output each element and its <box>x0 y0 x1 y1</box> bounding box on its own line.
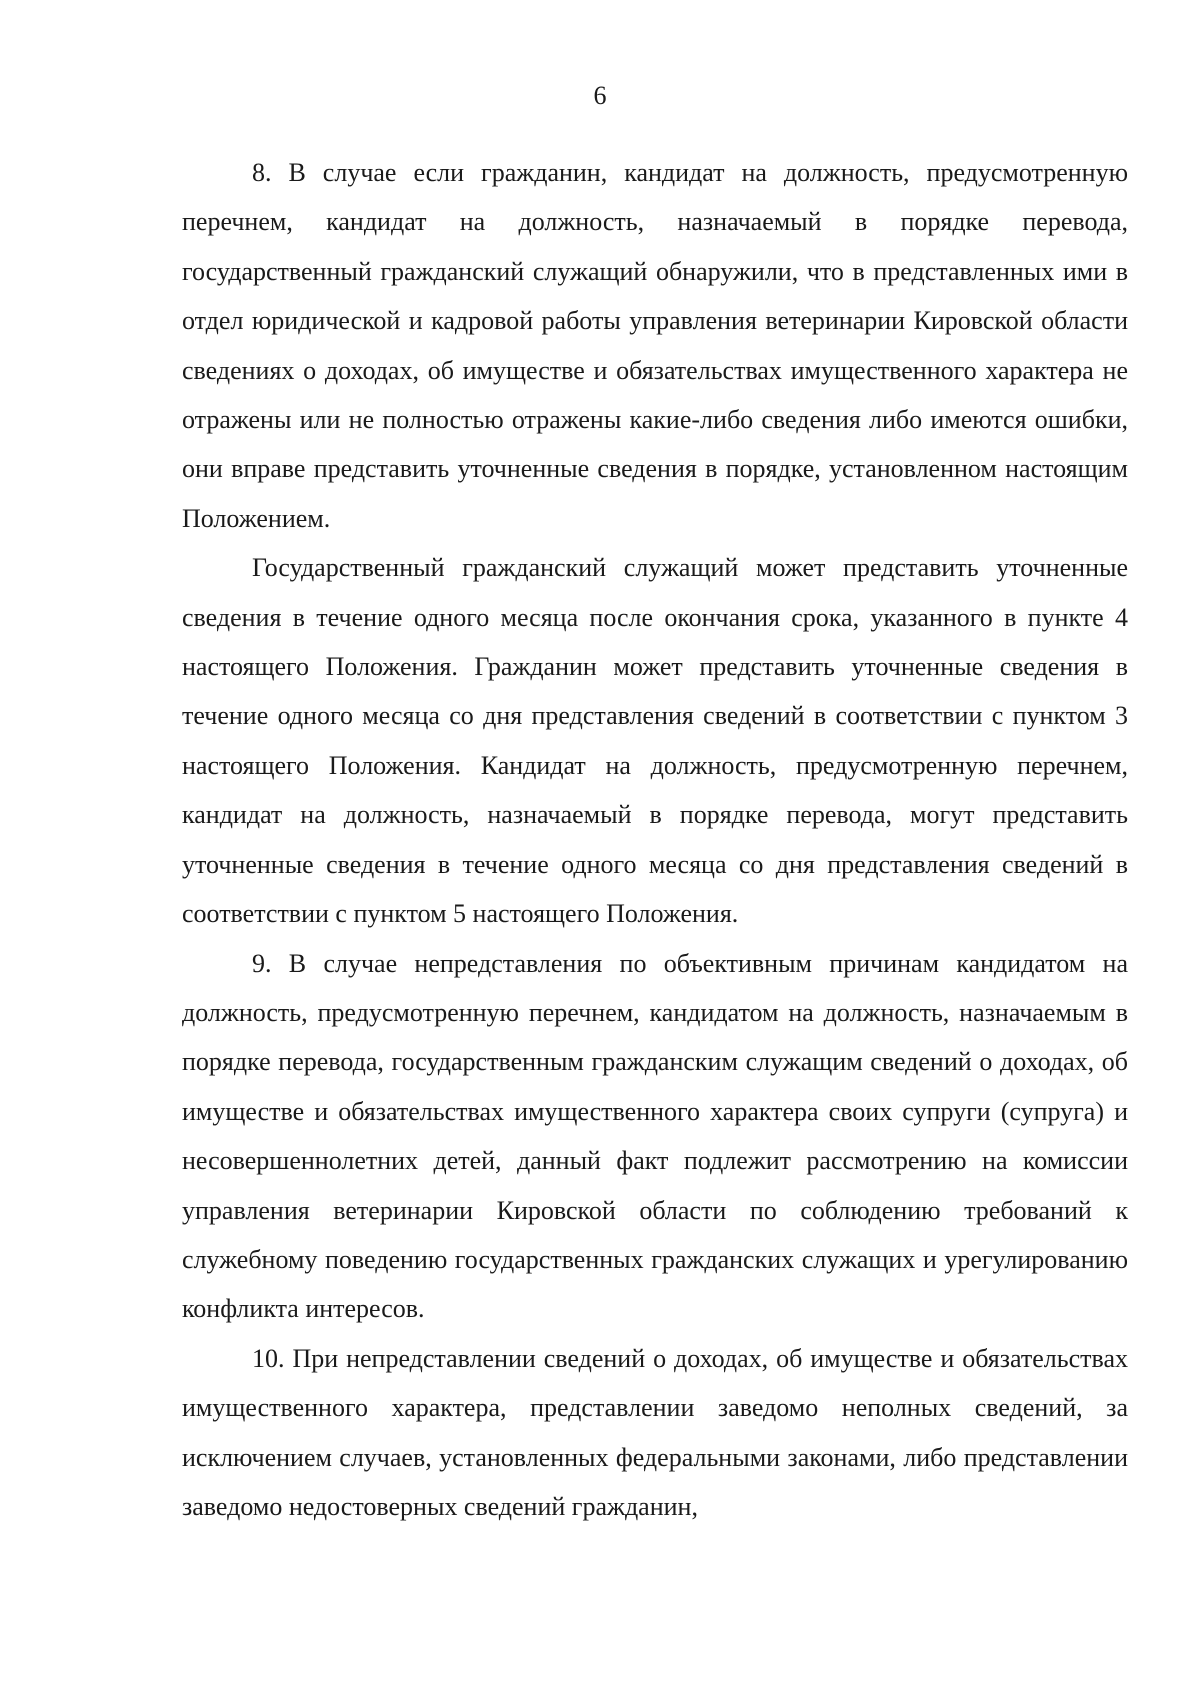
paragraph-9: 9. В случае непредставления по объективным причинам кандидатом на должность, предусмотренную перечнем, кандидатом на должность, назначаемым в порядке перевода, государственным гражданским служащим сведений о доходах, об имуществе и обязательствах имущественного характера своих супруги (супруга) и несовершеннолетних детей, данный факт подлежит рассмотрению на комиссии управления ветеринарии Кировской области по соблюдению требований к служебному поведению государственных гражданских служащих и урегулированию конфликта интересов. <box>182 948 1128 1324</box>
page-number: 6 <box>593 81 607 110</box>
paragraph-10: 10. При непредставлении сведений о доходах, об имуществе и обязательствах имущественного характера, представлении заведомо неполных сведений, за исключением случаев, установленных федеральными законами, либо представлении заведомо недостоверных сведений гражданин, <box>182 1343 1128 1521</box>
document-body <box>182 148 1128 1531</box>
paragraph-8-continued: Государственный гражданский служащий может представить уточненные сведения в течение одного месяца после окончания срока, указанного в пункте 4 настоящего Положения. Гражданин может представить уточненные сведения в течение одного месяца со дня представления сведений в соответствии с пунктом 3 настоящего Положения. Кандидат на должность, предусмотренную перечнем, кандидат на должность, назначаемый в порядке перевода, могут представить уточненные сведения в течение одного месяца со дня представления сведений в соответствии с пунктом 5 настоящего Положения. <box>182 553 1128 929</box>
paragraph-8: 8. В случае если гражданин, кандидат на должность, предусмотренную перечнем, кандидат на должность, назначаемый в порядке перевода, государственный гражданский служащий обнаружили, что в представленных ими в отдел юридической и кадровой работы управления ветеринарии Кировской области сведениях о доходах, об имуществе и обязательствах имущественного характера не отражены или не полностью отражены какие-либо сведения либо имеются ошибки, они вправе представить уточненные сведения в порядке, установленном настоящим Положением. <box>182 158 1128 533</box>
